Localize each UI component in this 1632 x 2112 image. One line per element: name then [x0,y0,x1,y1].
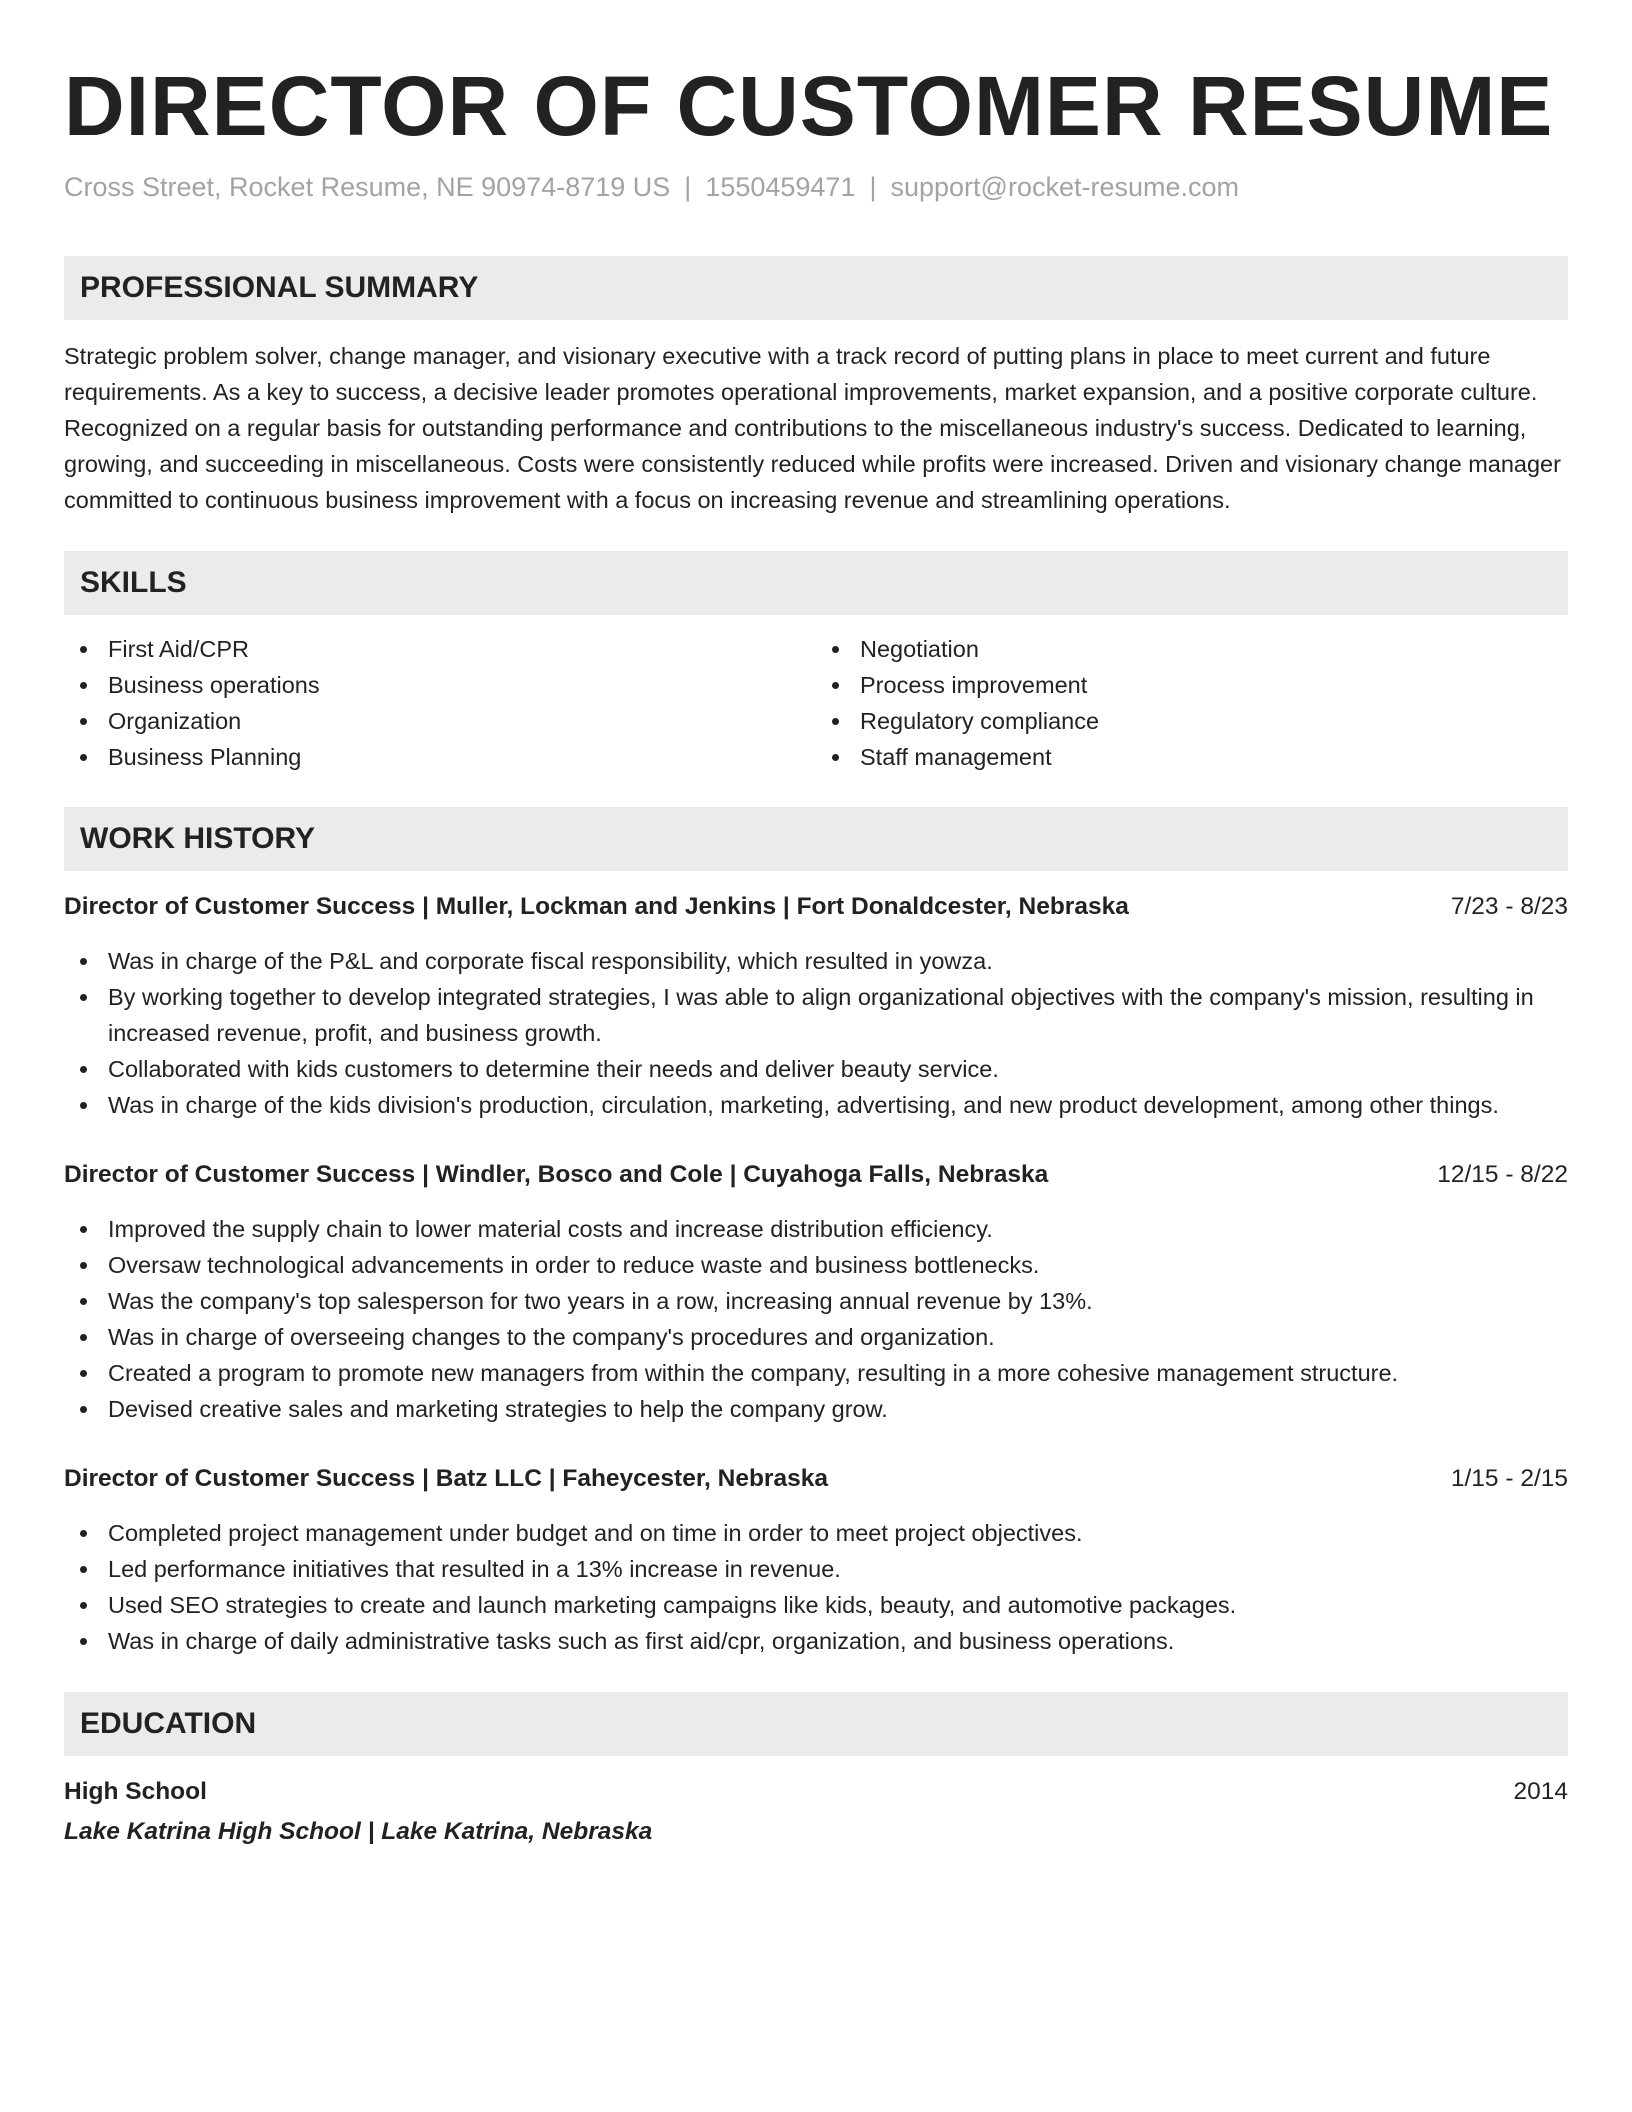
job-bullet: Devised creative sales and marketing strategies to help the company grow. [64,1391,1568,1427]
job-title: Director of Customer Success | Windler, Bosco and Cole | Cuyahoga Falls, Nebraska [64,1161,1049,1188]
job-bullet: Improved the supply chain to lower material costs and increase distribution efficiency. [64,1211,1568,1247]
section-heading-skills: SKILLS [64,551,1568,615]
skill-item: Business Planning [64,739,816,775]
contact-email: support@rocket-resume.com [890,172,1240,202]
contact-address: Cross Street, Rocket Resume, NE 90974-8719 US [64,172,671,202]
job-dates: 12/15 - 8/22 [1437,1161,1568,1188]
job-bullet: Used SEO strategies to create and launch marketing campaigns like kids, beauty, and automotive packages. [64,1587,1568,1623]
job-bullet: Was in charge of overseeing changes to the company's procedures and organization. [64,1319,1568,1355]
job-title: Director of Customer Success | Muller, Lockman and Jenkins | Fort Donaldcester, Nebraska [64,893,1129,920]
skills-list [64,631,1568,775]
skill-item: Negotiation [816,631,1568,667]
job-bullet: By working together to develop integrated strategies, I was able to align organizational objectives with the company's mission, resulting in increased revenue, profit, and business growth. [64,979,1568,1051]
job-bullets [64,1515,1568,1659]
education-school: Lake Katrina High School | Lake Katrina, Nebraska [64,1818,653,1845]
job-bullet: Completed project management under budget and on time in order to meet project objectives. [64,1515,1568,1551]
job-bullet: Was the company's top salesperson for two years in a row, increasing annual revenue by 13%. [64,1283,1568,1319]
contact-separator: | [684,172,692,202]
job-bullet: Collaborated with kids customers to determine their needs and deliver beauty service. [64,1051,1568,1087]
job-bullet: Led performance initiatives that resulted in a 13% increase in revenue. [64,1551,1568,1587]
job-dates: 7/23 - 8/23 [1450,893,1568,920]
job-bullet: Was in charge of the P&L and corporate fiscal responsibility, which resulted in yowza. [64,943,1568,979]
skill-item: Regulatory compliance [816,703,1568,739]
contact-separator: | [869,172,877,202]
contact-phone: 1550459471 [705,172,856,202]
job-entry [64,1461,1568,1659]
job-title: Director of Customer Success | Batz LLC | Faheycester, Nebraska [64,1465,828,1492]
skill-item: Organization [64,703,816,739]
job-bullet: Was in charge of the kids division's production, circulation, marketing, advertising, and new product development, among other things. [64,1087,1568,1123]
job-header [64,1461,1568,1497]
education-header [64,1774,1568,1810]
education-entry [64,1774,1568,1850]
education-year: 2014 [1513,1778,1568,1805]
section-heading-summary: PROFESSIONAL SUMMARY [64,256,1568,320]
job-bullets [64,1211,1568,1427]
summary-text: Strategic problem solver, change manager, and visionary executive with a track record of putting plans in place to meet current and future requirements. As a key to success, a decisive leader promotes operational improvements, market expansion, and a positive corporate culture. Recognized on a regular basis for outstanding performance and contributions to the miscellaneous industry's success. Dedicated to learning, growing, and succeeding in miscellaneous. Costs were consistently reduced while profits were increased. Driven and visionary change manager committed to continuous business improvement with a focus on increasing revenue and streamlining operations. [64,343,1561,513]
skill-item: Business operations [64,667,816,703]
job-bullet: Oversaw technological advancements in order to reduce waste and business bottlenecks. [64,1247,1568,1283]
skill-item: Staff management [816,739,1568,775]
skills-column-left [64,631,816,775]
job-entry [64,1157,1568,1427]
education-degree: High School [64,1778,207,1805]
job-header [64,889,1568,925]
skills-column-right [816,631,1568,775]
job-dates: 1/15 - 2/15 [1450,1465,1568,1492]
contact-line [64,170,1568,204]
job-bullet: Was in charge of daily administrative tasks such as first aid/cpr, organization, and business operations. [64,1623,1568,1659]
skill-item: Process improvement [816,667,1568,703]
job-bullets [64,943,1568,1123]
job-entry [64,889,1568,1123]
skill-item: First Aid/CPR [64,631,816,667]
resume-title: DIRECTOR OF CUSTOMER RESUME [64,59,1554,153]
job-bullet: Created a program to promote new managers from within the company, resulting in a more cohesive management structure. [64,1355,1568,1391]
section-heading-work-history: WORK HISTORY [64,807,1568,871]
section-heading-education: EDUCATION [64,1692,1568,1756]
job-header [64,1157,1568,1193]
